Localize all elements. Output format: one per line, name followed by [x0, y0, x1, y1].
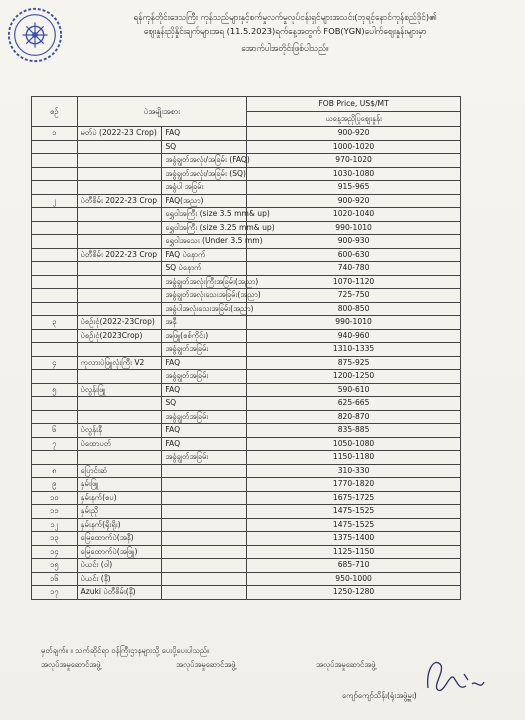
- row-price: 740-780: [247, 262, 461, 276]
- table-row: [32, 545, 461, 559]
- row-grade: [162, 518, 247, 532]
- row-number: ၂: [32, 194, 78, 208]
- row-number: ၉: [32, 478, 78, 492]
- row-item: ပြောင်းဆံ: [77, 464, 162, 478]
- row-grade: FAQ: [162, 437, 247, 451]
- row-item: [77, 140, 162, 154]
- row-grade: အခွံချွတ်အလုံးသေးအခြမ်း(အညာ): [162, 289, 247, 303]
- table-row: [32, 316, 461, 330]
- row-number: [32, 451, 78, 465]
- row-price: 310-330: [247, 464, 461, 478]
- row-number: ၁၇: [32, 586, 78, 600]
- row-grade: [162, 478, 247, 492]
- table-row: [32, 208, 461, 222]
- header-line-1: ရန်ကုန်တိုင်းဒေသကြီး ကုန်သည်များနှင့်စက်မှုလက်မှုလုပ်ငန်းရှင်များအသင်း(ဘုရင့်နောင်ကုန်စည်ဒိုင်)၏: [133, 12, 437, 22]
- row-number: [32, 397, 78, 411]
- table-body: [32, 127, 461, 600]
- table-row: [32, 586, 461, 600]
- row-price: 1000-1020: [247, 140, 461, 154]
- row-price: 1310-1335: [247, 343, 461, 357]
- row-item: [77, 235, 162, 249]
- row-item: Azuki ပဲတီစိမ်း(နီ): [77, 586, 162, 600]
- row-item: နှမ်းညို: [77, 505, 162, 519]
- row-grade: အခွံချွတ်အခြမ်း: [162, 410, 247, 424]
- row-price: 1030-1080: [247, 167, 461, 181]
- row-grade: အခွံချွတ်အခြမ်း: [162, 451, 247, 465]
- row-number: ၁၅: [32, 559, 78, 573]
- table-row: [32, 343, 461, 357]
- row-price: 875-925: [247, 356, 461, 370]
- row-grade: အခွံချွတ်အလုံးကြီးအခြမ်း(အညာ): [162, 275, 247, 289]
- row-item: ပဲတီစိမ်း 2022-23 Crop: [77, 194, 162, 208]
- row-item: နှမ်းနက်(ရိုးရိုး): [77, 518, 162, 532]
- table-row: [32, 491, 461, 505]
- row-item: [77, 208, 162, 222]
- row-number: [32, 181, 78, 195]
- table-row: [32, 262, 461, 276]
- row-item: [77, 302, 162, 316]
- table-row: [32, 248, 461, 262]
- table-row: [32, 235, 461, 249]
- row-number: ၁၁: [32, 505, 78, 519]
- header-price-sub: ယနေ့အညှိပြုဈေးနှုန်း: [247, 112, 461, 127]
- row-item: [77, 154, 162, 168]
- row-grade: အခွံချွတ်အလုံး/အခြမ်း (FAQ): [162, 154, 247, 168]
- row-number: [32, 275, 78, 289]
- row-number: [32, 343, 78, 357]
- footer-note: မှတ်ချက်။ ။ သက်ဆိုင်ရာ ဝန်ကြီးဌာနများသို့ ပေးပို့ပေးပါသည်။: [41, 646, 210, 655]
- table-row: [32, 383, 461, 397]
- row-price: 1050-1080: [247, 437, 461, 451]
- row-grade: အခွံချွတ်အခြမ်း: [162, 370, 247, 384]
- table-row: [32, 437, 461, 451]
- row-number: ၇: [32, 437, 78, 451]
- row-number: ၁: [32, 127, 78, 141]
- row-number: [32, 289, 78, 303]
- row-number: [32, 167, 78, 181]
- row-grade: အခွံချွတ်အခြမ်း: [162, 343, 247, 357]
- row-item: [77, 181, 162, 195]
- footer: [41, 644, 481, 672]
- table-row: [32, 451, 461, 465]
- row-number: [32, 302, 78, 316]
- row-price: 800-850: [247, 302, 461, 316]
- row-number: [32, 248, 78, 262]
- table-row: [32, 194, 461, 208]
- row-price: 1125-1150: [247, 545, 461, 559]
- row-price: 625-665: [247, 397, 461, 411]
- row-grade: [162, 559, 247, 573]
- row-item: [77, 275, 162, 289]
- row-number: ၁၄: [32, 545, 78, 559]
- row-price: 900-930: [247, 235, 461, 249]
- table-row: [32, 478, 461, 492]
- row-grade: SQ: [162, 140, 247, 154]
- header-item: ပဲအမျိုးအစား: [77, 97, 247, 127]
- row-item: ကုလားပဲဖြူလုံးကြီး V2: [77, 356, 162, 370]
- row-grade: FAQ(အညာ): [162, 194, 247, 208]
- row-grade: အခွံပါအလုံးသေးအခြမ်း(အညာ): [162, 302, 247, 316]
- signature-row: [41, 658, 481, 672]
- row-grade: SQ: [162, 397, 247, 411]
- row-number: ၁၃: [32, 532, 78, 546]
- row-price: 1070-1120: [247, 275, 461, 289]
- row-item: [77, 397, 162, 411]
- row-number: ၅: [32, 383, 78, 397]
- table-row: [32, 181, 461, 195]
- row-item: [77, 262, 162, 276]
- row-item: ပဲယင်း (ဝါ): [77, 559, 162, 573]
- row-number: [32, 370, 78, 384]
- row-item: [77, 410, 162, 424]
- signer-name: ကျော်ကျော်သိန်း(ရုံးအဖွဲ့မှူး): [342, 691, 417, 700]
- price-table: [31, 96, 461, 600]
- row-price: 950-1000: [247, 572, 461, 586]
- row-item: [77, 289, 162, 303]
- table-header-row: [32, 97, 461, 112]
- row-grade: SQ ပဲနောက်: [162, 262, 247, 276]
- row-item: [77, 451, 162, 465]
- table-row: [32, 559, 461, 573]
- row-item: နှမ်းနက်(စပ): [77, 491, 162, 505]
- row-number: [32, 140, 78, 154]
- row-number: ၈: [32, 464, 78, 478]
- row-grade: [162, 572, 247, 586]
- document-header: [60, 10, 510, 55]
- row-grade: FAQ: [162, 127, 247, 141]
- row-grade: အခွံပါ အခြမ်း: [162, 181, 247, 195]
- row-price: 725-750: [247, 289, 461, 303]
- row-number: [32, 235, 78, 249]
- signature-label-2: အလုပ်အမှုဆောင်အဖွဲ့: [176, 660, 236, 669]
- table-row: [32, 154, 461, 168]
- row-price: 1250-1280: [247, 586, 461, 600]
- row-item: [77, 221, 162, 235]
- row-item: ပဲလွန်းနီ: [77, 424, 162, 438]
- row-price: 1770-1820: [247, 478, 461, 492]
- row-grade: [162, 505, 247, 519]
- row-price: 940-960: [247, 329, 461, 343]
- row-price: 990-1010: [247, 316, 461, 330]
- table-row: [32, 370, 461, 384]
- row-item: နှမ်းဖြူ: [77, 478, 162, 492]
- row-item: မတ်ပဲ (2022-23 Crop): [77, 127, 162, 141]
- row-price: 1200-1250: [247, 370, 461, 384]
- row-number: ၁၆: [32, 572, 78, 586]
- row-grade: [162, 545, 247, 559]
- header-price: FOB Price, US$/MT: [247, 97, 461, 112]
- row-item: ပဲစဉ်းငုံ(2022-23Crop): [77, 316, 162, 330]
- table-row: [32, 424, 461, 438]
- row-price: 915-965: [247, 181, 461, 195]
- row-price: 1375-1400: [247, 532, 461, 546]
- row-number: [32, 329, 78, 343]
- row-number: ၁၂: [32, 518, 78, 532]
- row-price: 835-885: [247, 424, 461, 438]
- table-row: [32, 397, 461, 411]
- table-row: [32, 518, 461, 532]
- row-grade: FAQ: [162, 424, 247, 438]
- row-number: ၁၀: [32, 491, 78, 505]
- row-grade: [162, 464, 247, 478]
- table-row: [32, 289, 461, 303]
- row-grade: အဖြူ(စစ်ကိုင်း): [162, 329, 247, 343]
- table-row: [32, 410, 461, 424]
- table-row: [32, 505, 461, 519]
- row-grade: အနီ: [162, 316, 247, 330]
- row-price: 970-1020: [247, 154, 461, 168]
- association-seal-icon: [6, 6, 64, 64]
- row-price: 1150-1180: [247, 451, 461, 465]
- row-item: [77, 167, 162, 181]
- table-row: [32, 302, 461, 316]
- row-item: ပဲထောပတ်: [77, 437, 162, 451]
- row-grade: FAQ ပဲနောက်: [162, 248, 247, 262]
- table-row: [32, 356, 461, 370]
- row-grade: ရွှေဝါအသေး (Under 3.5 mm): [162, 235, 247, 249]
- row-number: [32, 262, 78, 276]
- row-item: ပဲတီစိမ်း 2022-23 Crop: [77, 248, 162, 262]
- table-row: [32, 329, 461, 343]
- row-grade: FAQ: [162, 356, 247, 370]
- row-item: [77, 370, 162, 384]
- table-row: [32, 572, 461, 586]
- row-item: မြေထောက်ပဲ(အနီ): [77, 532, 162, 546]
- header-line-3: အောက်ပါအတိုင်းဖြစ်ပါသည်။: [241, 43, 329, 53]
- table-row: [32, 127, 461, 141]
- row-number: [32, 410, 78, 424]
- row-number: ၄: [32, 356, 78, 370]
- row-price: 820-870: [247, 410, 461, 424]
- header-no: စဉ်: [32, 97, 78, 127]
- row-price: 900-920: [247, 194, 461, 208]
- table-row: [32, 221, 461, 235]
- table-row: [32, 275, 461, 289]
- row-number: [32, 221, 78, 235]
- row-price: 685-710: [247, 559, 461, 573]
- signature-label-1: အလုပ်အမှုဆောင်အဖွဲ့: [41, 660, 101, 669]
- row-price: 1020-1040: [247, 208, 461, 222]
- row-number: [32, 208, 78, 222]
- row-price: 1675-1725: [247, 491, 461, 505]
- row-grade: [162, 586, 247, 600]
- row-price: 1475-1525: [247, 505, 461, 519]
- table-row: [32, 140, 461, 154]
- row-item: ပဲယင်း (နီ): [77, 572, 162, 586]
- row-price: 990-1010: [247, 221, 461, 235]
- row-grade: ရွှေဝါအကြီး (size 3.25 mm& up): [162, 221, 247, 235]
- row-price: 600-630: [247, 248, 461, 262]
- signature-label-3: အလုပ်အမှုဆောင်အဖွဲ့: [316, 660, 376, 669]
- row-grade: အခွံချွတ်အလုံး/အခြမ်း (SQ): [162, 167, 247, 181]
- table-row: [32, 532, 461, 546]
- header-line-2: ဈေးနှုန်းညှိနှိုင်းချက်များအရ (11.5.2023)ရက်နေ့အတွက် FOB(YGN)ပေါက်ဈေးနှုန်းများမှာ: [143, 26, 427, 36]
- row-item: ပဲစဉ်းငုံ(2023Crop): [77, 329, 162, 343]
- row-item: [77, 343, 162, 357]
- row-number: [32, 154, 78, 168]
- row-price: 590-610: [247, 383, 461, 397]
- row-price: 1475-1525: [247, 518, 461, 532]
- table-row: [32, 167, 461, 181]
- row-grade: [162, 532, 247, 546]
- row-number: ၃: [32, 316, 78, 330]
- row-price: 900-920: [247, 127, 461, 141]
- row-number: ၆: [32, 424, 78, 438]
- row-item: ပဲလွန်းဖြူ: [77, 383, 162, 397]
- row-item: မြေထောက်ပဲ(အဖြူ): [77, 545, 162, 559]
- row-grade: FAQ: [162, 383, 247, 397]
- row-grade: [162, 491, 247, 505]
- row-grade: ရွှေဝါအကြီး (size 3.5 mm& up): [162, 208, 247, 222]
- table-row: [32, 464, 461, 478]
